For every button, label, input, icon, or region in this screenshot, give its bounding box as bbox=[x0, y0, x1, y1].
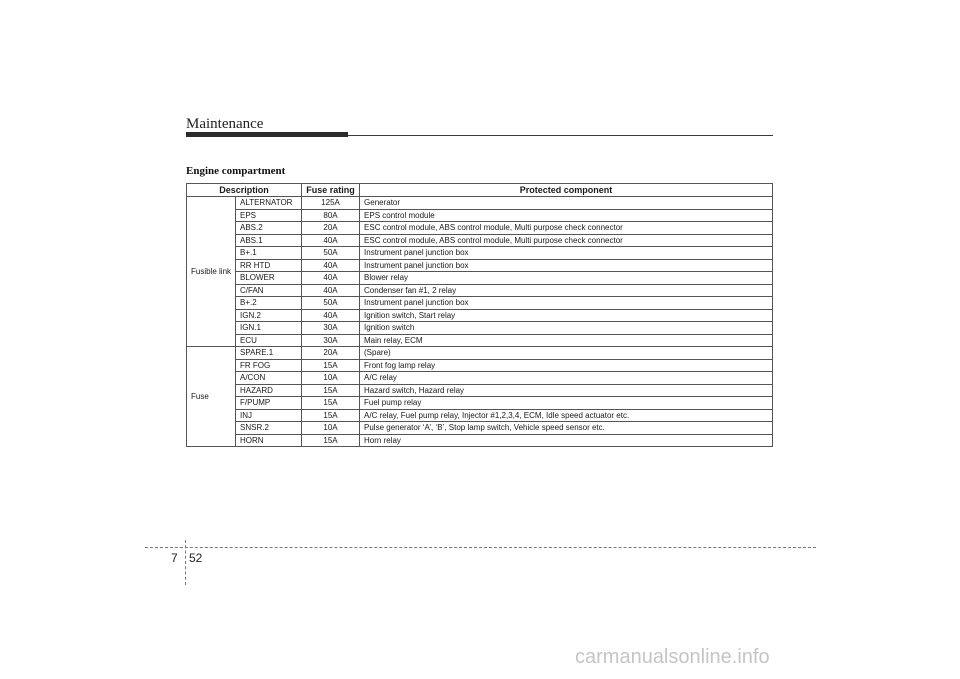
fuse-rating-cell: 50A bbox=[302, 297, 360, 310]
protected-component-cell: Hazard switch, Hazard relay bbox=[360, 384, 773, 397]
table-row bbox=[187, 347, 773, 360]
table-row bbox=[187, 384, 773, 397]
protected-component-cell: Fuel pump relay bbox=[360, 397, 773, 410]
fuse-name-cell: A/CON bbox=[236, 372, 302, 385]
fuse-rating-cell: 80A bbox=[302, 209, 360, 222]
protected-component-cell: Front fog lamp relay bbox=[360, 359, 773, 372]
fuse-name-cell: IGN.1 bbox=[236, 322, 302, 335]
table-row bbox=[187, 209, 773, 222]
fuse-rating-cell: 15A bbox=[302, 434, 360, 447]
section-title: Engine compartment bbox=[186, 165, 286, 177]
fuse-name-cell: SPARE.1 bbox=[236, 347, 302, 360]
fuse-name-cell: B+.2 bbox=[236, 297, 302, 310]
fuse-name-cell: ECU bbox=[236, 334, 302, 347]
protected-component-cell: EPS control module bbox=[360, 209, 773, 222]
fuse-rating-cell: 10A bbox=[302, 422, 360, 435]
fuse-rating-cell: 50A bbox=[302, 247, 360, 260]
fuse-rating-cell: 30A bbox=[302, 334, 360, 347]
table-body bbox=[187, 197, 773, 447]
fuse-rating-cell: 15A bbox=[302, 409, 360, 422]
protected-component-cell: (Spare) bbox=[360, 347, 773, 360]
table-row bbox=[187, 197, 773, 210]
fuse-name-cell: HORN bbox=[236, 434, 302, 447]
fuse-name-cell: EPS bbox=[236, 209, 302, 222]
fuse-rating-cell: 15A bbox=[302, 397, 360, 410]
table-row bbox=[187, 397, 773, 410]
fuse-name-cell: INJ bbox=[236, 409, 302, 422]
table-row bbox=[187, 247, 773, 260]
fuse-name-cell: SNSR.2 bbox=[236, 422, 302, 435]
fuse-rating-cell: 20A bbox=[302, 222, 360, 235]
protected-component-cell: Condenser fan #1, 2 relay bbox=[360, 284, 773, 297]
protected-component-cell: Generator bbox=[360, 197, 773, 210]
header-rule-light bbox=[348, 135, 773, 136]
protected-component-cell: Ignition switch bbox=[360, 322, 773, 335]
table-row bbox=[187, 259, 773, 272]
table-row bbox=[187, 322, 773, 335]
fuse-rating-cell: 10A bbox=[302, 372, 360, 385]
protected-component-cell: Horn relay bbox=[360, 434, 773, 447]
group-label: Fuse bbox=[187, 347, 236, 447]
table-row bbox=[187, 284, 773, 297]
protected-component-cell: ESC control module, ABS control module, Multi purpose check connector bbox=[360, 222, 773, 235]
page-header-title: Maintenance bbox=[186, 116, 264, 132]
fuse-rating-cell: 15A bbox=[302, 359, 360, 372]
fuse-table bbox=[186, 183, 773, 447]
fuse-name-cell: BLOWER bbox=[236, 272, 302, 285]
header-rule-dark bbox=[186, 132, 348, 137]
fuse-name-cell: HAZARD bbox=[236, 384, 302, 397]
fuse-name-cell: FR FOG bbox=[236, 359, 302, 372]
fuse-rating-cell: 40A bbox=[302, 309, 360, 322]
table-row bbox=[187, 297, 773, 310]
fuse-rating-cell: 125A bbox=[302, 197, 360, 210]
table-row bbox=[187, 234, 773, 247]
fuse-name-cell: ALTERNATOR bbox=[236, 197, 302, 210]
fuse-rating-cell: 30A bbox=[302, 322, 360, 335]
footer-chapter-number: 7 bbox=[171, 551, 178, 565]
group-label: Fusible link bbox=[187, 197, 236, 347]
table-row bbox=[187, 409, 773, 422]
table-row bbox=[187, 434, 773, 447]
fuse-name-cell: C/FAN bbox=[236, 284, 302, 297]
fuse-rating-cell: 20A bbox=[302, 347, 360, 360]
table-header-row bbox=[187, 184, 773, 197]
table-row bbox=[187, 334, 773, 347]
fuse-rating-cell: 40A bbox=[302, 234, 360, 247]
footer-page-number: 52 bbox=[189, 551, 203, 565]
column-header-description: Description bbox=[187, 184, 302, 197]
column-header-protected-component: Protected component bbox=[360, 184, 773, 197]
protected-component-cell: A/C relay, Fuel pump relay, Injector #1,2,3,4, ECM, Idle speed actuator etc. bbox=[360, 409, 773, 422]
protected-component-cell: Ignition switch, Start relay bbox=[360, 309, 773, 322]
fuse-rating-cell: 15A bbox=[302, 384, 360, 397]
footer-dashed-rule bbox=[145, 547, 816, 548]
fuse-name-cell: RR HTD bbox=[236, 259, 302, 272]
protected-component-cell: Main relay, ECM bbox=[360, 334, 773, 347]
table-row bbox=[187, 272, 773, 285]
protected-component-cell: ESC control module, ABS control module, Multi purpose check connector bbox=[360, 234, 773, 247]
protected-component-cell: Instrument panel junction box bbox=[360, 297, 773, 310]
watermark-text: carmanualsonline.info bbox=[575, 646, 770, 668]
fuse-rating-cell: 40A bbox=[302, 284, 360, 297]
footer-vertical-dashed-rule bbox=[185, 540, 186, 585]
protected-component-cell: Instrument panel junction box bbox=[360, 259, 773, 272]
fuse-name-cell: IGN.2 bbox=[236, 309, 302, 322]
table-row bbox=[187, 359, 773, 372]
table-row bbox=[187, 222, 773, 235]
table-row bbox=[187, 422, 773, 435]
fuse-name-cell: ABS.1 bbox=[236, 234, 302, 247]
table-row bbox=[187, 372, 773, 385]
fuse-rating-cell: 40A bbox=[302, 259, 360, 272]
fuse-name-cell: F/PUMP bbox=[236, 397, 302, 410]
fuse-name-cell: ABS.2 bbox=[236, 222, 302, 235]
protected-component-cell: Instrument panel junction box bbox=[360, 247, 773, 260]
fuse-rating-cell: 40A bbox=[302, 272, 360, 285]
fuse-name-cell: B+.1 bbox=[236, 247, 302, 260]
protected-component-cell: A/C relay bbox=[360, 372, 773, 385]
protected-component-cell: Pulse generator ‘A’, ‘B’, Stop lamp switch, Vehicle speed sensor etc. bbox=[360, 422, 773, 435]
column-header-fuse-rating: Fuse rating bbox=[302, 184, 360, 197]
table-row bbox=[187, 309, 773, 322]
protected-component-cell: Blower relay bbox=[360, 272, 773, 285]
